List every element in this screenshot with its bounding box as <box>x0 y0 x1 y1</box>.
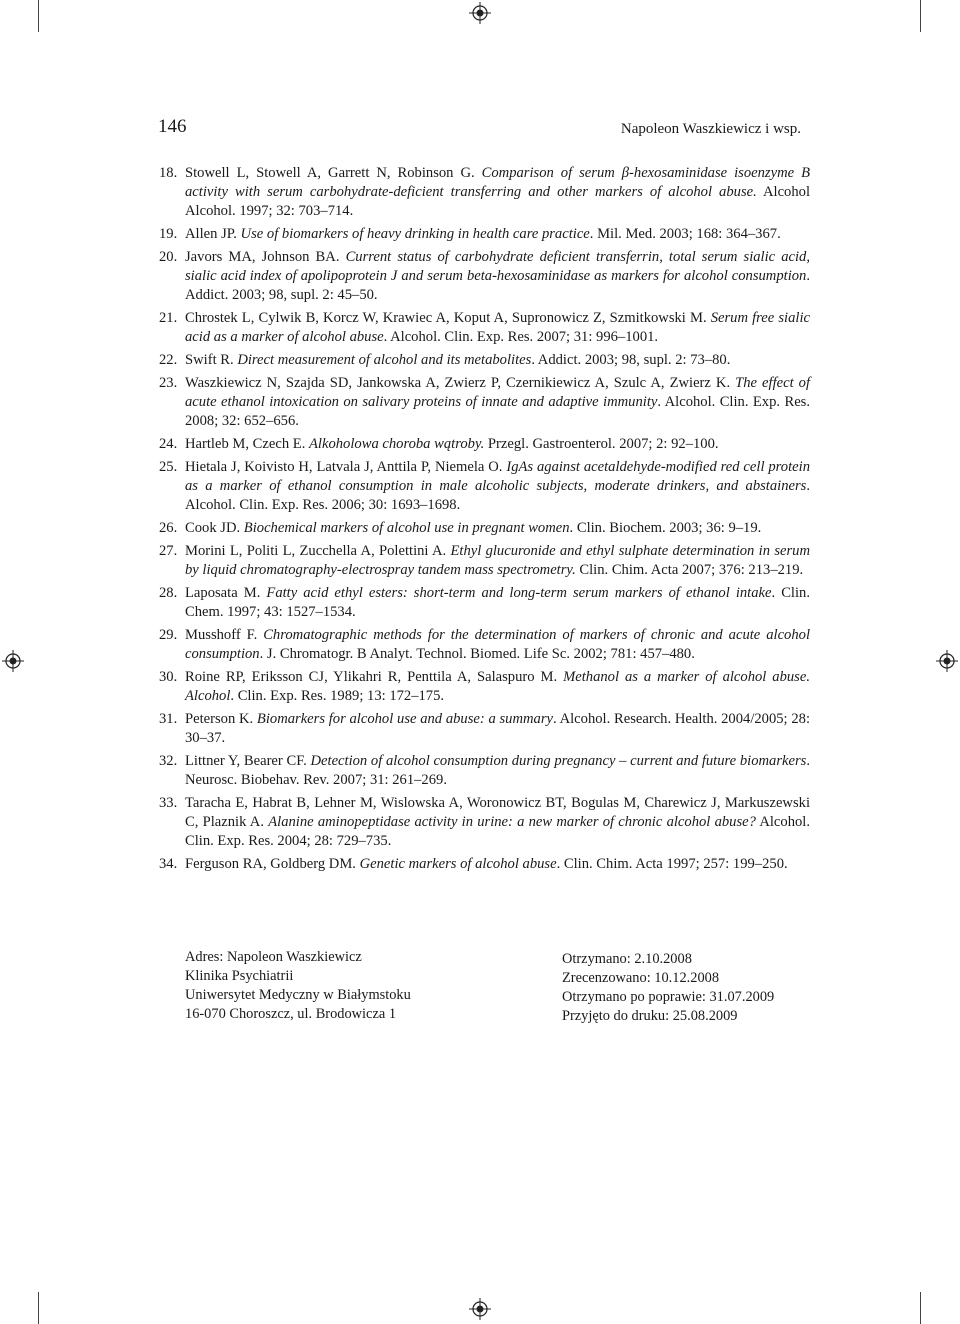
reference-list <box>150 164 810 878</box>
reference-item <box>150 225 810 244</box>
page-number: 146 <box>158 116 187 137</box>
reference-authors: Allen JP. <box>185 226 241 242</box>
reference-number: 20. <box>159 249 178 265</box>
reference-title: Chromatographic methods for the determination of markers of chronic and acute alcohol consumption <box>185 627 810 662</box>
reference-title: Biomarkers for alcohol use and abuse: a summary <box>256 711 554 727</box>
reference-authors: Chrostek L, Cylwik B, Korcz W, Krawiec A, Koput A, Supronowicz Z, Szmitkowski M. <box>185 310 711 326</box>
reference-number: 21. <box>159 310 178 326</box>
reference-number: 18. <box>159 165 178 181</box>
reference-source: Alcohol Alcohol. 1997; 32: 703–714. <box>185 184 810 219</box>
reference-title: Serum free sialic acid as a marker of alcohol abuse <box>185 310 810 345</box>
reference-title: Genetic markers of alcohol abuse <box>359 856 557 872</box>
reference-authors: Waszkiewicz N, Szajda SD, Jankowska A, Zwierz P, Czernikiewicz A, Szulc A, Zwierz K. <box>185 375 736 391</box>
reference-authors: Swift R. <box>185 352 238 368</box>
reference-authors: Littner Y, Bearer CF. <box>185 753 311 769</box>
reference-number: 26. <box>159 520 178 536</box>
reference-source: Przegl. Gastroenterol. 2007; 2: 92–100. <box>484 436 719 452</box>
reference-number: 27. <box>159 543 178 559</box>
reference-item <box>150 542 810 580</box>
reference-authors: Hietala J, Koivisto H, Latvala J, Anttila P, Niemela O. <box>185 459 507 475</box>
date-received: Otrzymano: 2.10.2008 <box>562 951 692 967</box>
date-reviewed: Zrecenzowano: 10.12.2008 <box>562 970 720 986</box>
reference-number: 25. <box>159 459 178 475</box>
reference-item <box>150 626 810 664</box>
reference-item <box>150 309 810 347</box>
reference-item <box>150 584 810 622</box>
reference-title: Fatty acid ethyl esters: short-term and long-term serum markers of ethanol intake <box>266 585 772 601</box>
reference-authors: Roine RP, Eriksson CJ, Ylikahri R, Penttila A, Salaspuro M. <box>185 669 564 685</box>
registration-mark-icon <box>469 2 491 24</box>
reference-item <box>150 164 810 221</box>
reference-item <box>150 374 810 431</box>
reference-title: Comparison of serum β-hexosaminidase isoenzyme B activity with serum carbohydrate-deficient transferring and other markers of alcohol abuse. <box>185 165 810 200</box>
registration-mark-icon <box>469 1298 491 1320</box>
date-revised: Otrzymano po poprawie: 31.07.2009 <box>562 989 775 1005</box>
registration-mark-icon <box>936 650 958 672</box>
address-line: Uniwersytet Medyczny w Białymstoku <box>185 987 411 1003</box>
reference-source: . Clin. Exp. Res. 1989; 13: 172–175. <box>230 688 445 704</box>
date-accepted: Przyjęto do druku: 25.08.2009 <box>562 1008 738 1024</box>
reference-source: . Mil. Med. 2003; 168: 364–367. <box>589 226 781 242</box>
reference-source: Clin. Chim. Acta 2007; 376: 213–219. <box>575 562 804 578</box>
reference-title: Methanol as a marker of alcohol abuse. Alcohol <box>185 669 810 704</box>
reference-title: Current status of carbohydrate deficient transferrin, total serum sialic acid, sialic acid index of apolipoprotein J and serum beta-hexosaminidase as markers for alcohol consumption <box>185 249 811 284</box>
reference-authors: Ferguson RA, Goldberg DM. <box>185 856 360 872</box>
registration-mark-icon <box>2 650 24 672</box>
reference-item <box>150 351 810 370</box>
correspondence-address <box>185 948 411 1024</box>
reference-item <box>150 519 810 538</box>
reference-item <box>150 668 810 706</box>
reference-authors: Taracha E, Habrat B, Lehner M, Wislowska A, Woronowicz BT, Bogulas M, Charewicz J, Markuszewski C, Plaznik A. <box>185 795 810 830</box>
reference-title: The effect of acute ethanol intoxication on salivary proteins of innate and adaptive immunity <box>185 375 810 410</box>
reference-title: Biochemical markers of alcohol use in pregnant women <box>243 520 570 536</box>
reference-number: 31. <box>159 711 178 727</box>
reference-title: Direct measurement of alcohol and its metabolites <box>237 352 532 368</box>
reference-number: 30. <box>159 669 178 685</box>
reference-item <box>150 435 810 454</box>
reference-source: . Clin. Biochem. 2003; 36: 9–19. <box>569 520 762 536</box>
reference-item <box>150 752 810 790</box>
reference-item <box>150 855 810 874</box>
reference-authors: Javors MA, Johnson BA. <box>185 249 346 265</box>
reference-source: . J. Chromatogr. B Analyt. Technol. Biomed. Life Sc. 2002; 781: 457–480. <box>259 646 695 662</box>
submission-dates <box>562 950 774 1026</box>
address-line: 16-070 Choroszcz, ul. Brodowicza 1 <box>185 1006 397 1022</box>
address-line: Adres: Napoleon Waszkiewicz <box>185 949 362 965</box>
reference-number: 22. <box>159 352 178 368</box>
crop-mark <box>920 0 921 32</box>
reference-number: 23. <box>159 375 178 391</box>
reference-source: . Alcohol. Clin. Exp. Res. 2006; 30: 1693–1698. <box>185 478 810 513</box>
reference-title: IgAs against acetaldehyde-modified red cell protein as a marker of ethanol consumption in male alcoholic subjects, moderate drinkers, and abstainers <box>185 459 810 494</box>
reference-title: Use of biomarkers of heavy drinking in health care practice <box>240 226 590 242</box>
reference-authors: Hartleb M, Czech E. <box>185 436 310 452</box>
reference-authors: Stowell L, Stowell A, Garrett N, Robinson G. <box>185 165 482 181</box>
reference-number: 28. <box>159 585 178 601</box>
reference-authors: Morini L, Politi L, Zucchella A, Polettini A. <box>185 543 451 559</box>
reference-source: . Alcohol. Clin. Exp. Res. 2007; 31: 996–1001. <box>383 329 659 345</box>
reference-source: . Neurosc. Biobehav. Rev. 2007; 31: 261–269. <box>185 753 810 788</box>
reference-title: Alanine aminopeptidase activity in urine: a new marker of chronic alcohol abuse? <box>268 814 756 830</box>
reference-source: . Clin. Chem. 1997; 43: 1527–1534. <box>185 585 810 620</box>
reference-source: . Addict. 2003; 98, supl. 2: 45–50. <box>185 268 810 303</box>
reference-title: Detection of alcohol consumption during pregnancy – current and future biomarkers <box>310 753 807 769</box>
crop-mark <box>920 1292 921 1324</box>
reference-authors: Laposata M. <box>185 585 267 601</box>
reference-number: 19. <box>159 226 178 242</box>
page-header <box>158 116 808 142</box>
reference-title: Alkoholowa choroba wątroby. <box>309 436 485 452</box>
reference-source: . Clin. Chim. Acta 1997; 257: 199–250. <box>556 856 788 872</box>
reference-number: 29. <box>159 627 178 643</box>
reference-source: . Alcohol. Research. Health. 2004/2005; 28: 30–37. <box>185 711 810 746</box>
reference-number: 24. <box>159 436 178 452</box>
crop-mark <box>38 1292 39 1324</box>
address-line: Klinika Psychiatrii <box>185 968 294 984</box>
reference-source: Alcohol. Clin. Exp. Res. 2004; 28: 729–735. <box>185 814 811 849</box>
reference-authors: Peterson K. <box>185 711 257 727</box>
crop-mark <box>38 0 39 32</box>
reference-item <box>150 794 810 851</box>
reference-item <box>150 710 810 748</box>
reference-item <box>150 458 810 515</box>
reference-number: 33. <box>159 795 178 811</box>
reference-number: 34. <box>159 856 178 872</box>
reference-source: . Addict. 2003; 98, supl. 2: 73–80. <box>531 352 731 368</box>
running-head: Napoleon Waszkiewicz i wsp. <box>620 121 801 137</box>
reference-title: Ethyl glucuronide and ethyl sulphate determination in serum by liquid chromatography-electrospray tandem mass spectrometry. <box>185 543 810 578</box>
reference-authors: Cook JD. <box>185 520 244 536</box>
reference-source: . Alcohol. Clin. Exp. Res. 2008; 32: 652–656. <box>185 394 811 429</box>
reference-authors: Musshoff F. <box>185 627 264 643</box>
reference-number: 32. <box>159 753 178 769</box>
reference-item <box>150 248 810 305</box>
